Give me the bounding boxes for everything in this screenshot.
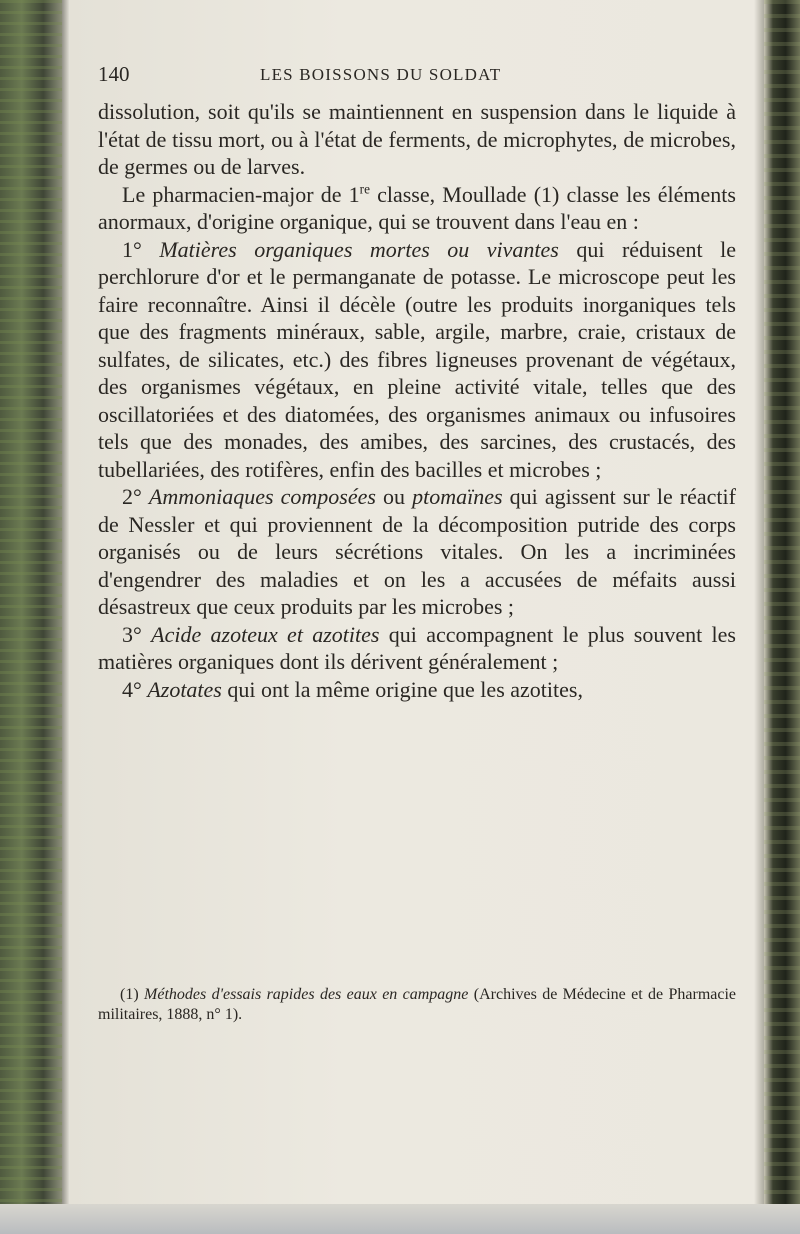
bottom-band (0, 1204, 800, 1234)
paragraph-2: Le pharmacien-major de 1re classe, Moullade (1) classe les éléments anormaux, d'origine organique, qui se trouvent dans l'eau en : (98, 181, 736, 234)
footnote-text: (1) Méthodes d'essais rapides des eaux en campagne (Archives de Médecine et de Pharmacie militaires, 1888, n° 1). (98, 986, 737, 1023)
body-text (98, 98, 736, 703)
paragraph-item-4: 4° Azotates qui ont la même origine que les azotites, (122, 676, 583, 702)
page-number: 140 (98, 62, 130, 86)
book-right-edge (764, 0, 800, 1234)
spine-shadow (62, 0, 70, 1234)
right-edge-shadow (754, 0, 764, 1234)
paragraph-item-1: 1° Matières organiques mortes ou vivantes qui réduisent le perchlorure d'or et le permanganate de potasse. Le microscope peut les faire reconnaître. Ainsi il décèle (outre les produits inorganiques tels que des fragments minéraux, sable, argile, marbre, craie, cristaux de sulfates, de silicates, etc.) des fibres ligneuses provenant de végétaux, des organismes végétaux, en pleine activité vitale, telles que des oscillatoriées et des diatomées, des organismes animaux ou infusoires tels que des monades, des amibes, des sarcines, des crustacés, des tubellariées, des rotifères, enfin des bacilles et microbes ; (98, 236, 736, 482)
paragraph-item-3: 3° Acide azoteux et azotites qui accompagnent le plus souvent les matières organiques dont ils dérivent généralement ; (98, 621, 736, 674)
paragraph-item-2: 2° Ammoniaques composées ou ptomaïnes qui agissent sur le réactif de Nessler et qui proviennent de la décomposition putride des corps organisés ou de leurs sécrétions vitales. On les a incriminées d'engendrer des maladies et on les a accusées de méfaits aussi désastreux que ceux produits par les microbes ; (98, 484, 736, 619)
running-title: LES BOISSONS DU SOLDAT (260, 65, 502, 84)
book-spine-edge (0, 0, 62, 1234)
paragraph-1: dissolution, soit qu'ils se maintiennent en suspension dans le liquide à l'état de tissu mort, ou à l'état de ferments, de microphytes, de microbes, de germes ou de larves. (98, 99, 736, 179)
footnote (98, 985, 736, 1025)
page-header (98, 62, 728, 92)
